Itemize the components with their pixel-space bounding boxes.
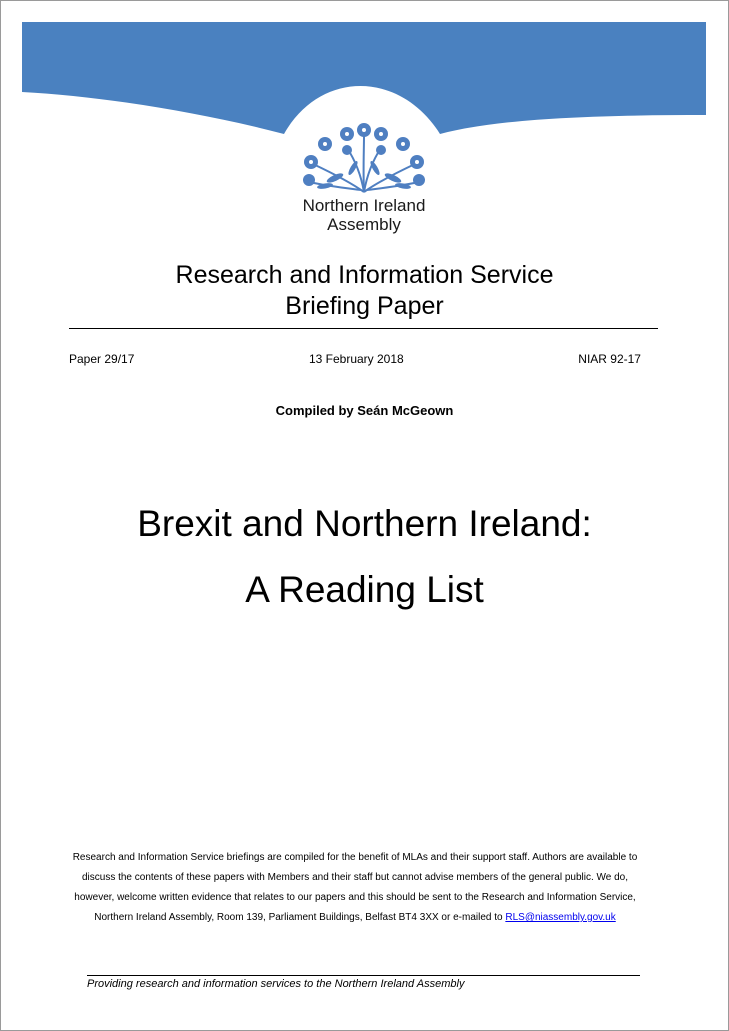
header-band <box>0 0 729 140</box>
meta-row <box>69 352 641 366</box>
service-title-line2: Briefing Paper <box>285 292 444 320</box>
service-title-line1: Research and Information Service <box>175 261 554 289</box>
header-divider <box>69 328 658 329</box>
organization-name-line1: Northern Ireland <box>302 196 426 215</box>
email-link[interactable]: RLS@niassembly.gov.uk <box>505 912 616 923</box>
paper-reference: NIAR 92-17 <box>578 352 641 366</box>
footer-text: Providing research and information services to the Northern Ireland Assembly <box>87 978 465 990</box>
disclaimer <box>70 848 640 928</box>
compiled-by: Compiled by Seán McGeown <box>275 403 454 418</box>
paper-date: 13 February 2018 <box>308 352 404 366</box>
disclaimer-text: Research and Information Service briefings are compiled for the benefit of MLAs and their support staff. Authors are available to discuss the contents of these papers with Members and their staff but cannot advise members of the general public. We do, however, welcome written evidence that relates to our papers and this should be sent to the Research and Information Service, Northern Ireland Assembly, Room 139, Parliament Buildings, Belfast BT4 3XX or e-mailed to <box>72 852 638 923</box>
service-title <box>0 260 729 322</box>
northern-ireland-assembly-logo <box>295 120 433 196</box>
document-title-line1: Brexit and Northern Ireland: <box>137 503 592 544</box>
organization-name <box>264 196 464 234</box>
organization-name-line2: Assembly <box>327 215 401 234</box>
footer-divider <box>87 975 640 976</box>
document-title-line2: A Reading List <box>245 569 484 610</box>
paper-number: Paper 29/17 <box>69 352 135 366</box>
